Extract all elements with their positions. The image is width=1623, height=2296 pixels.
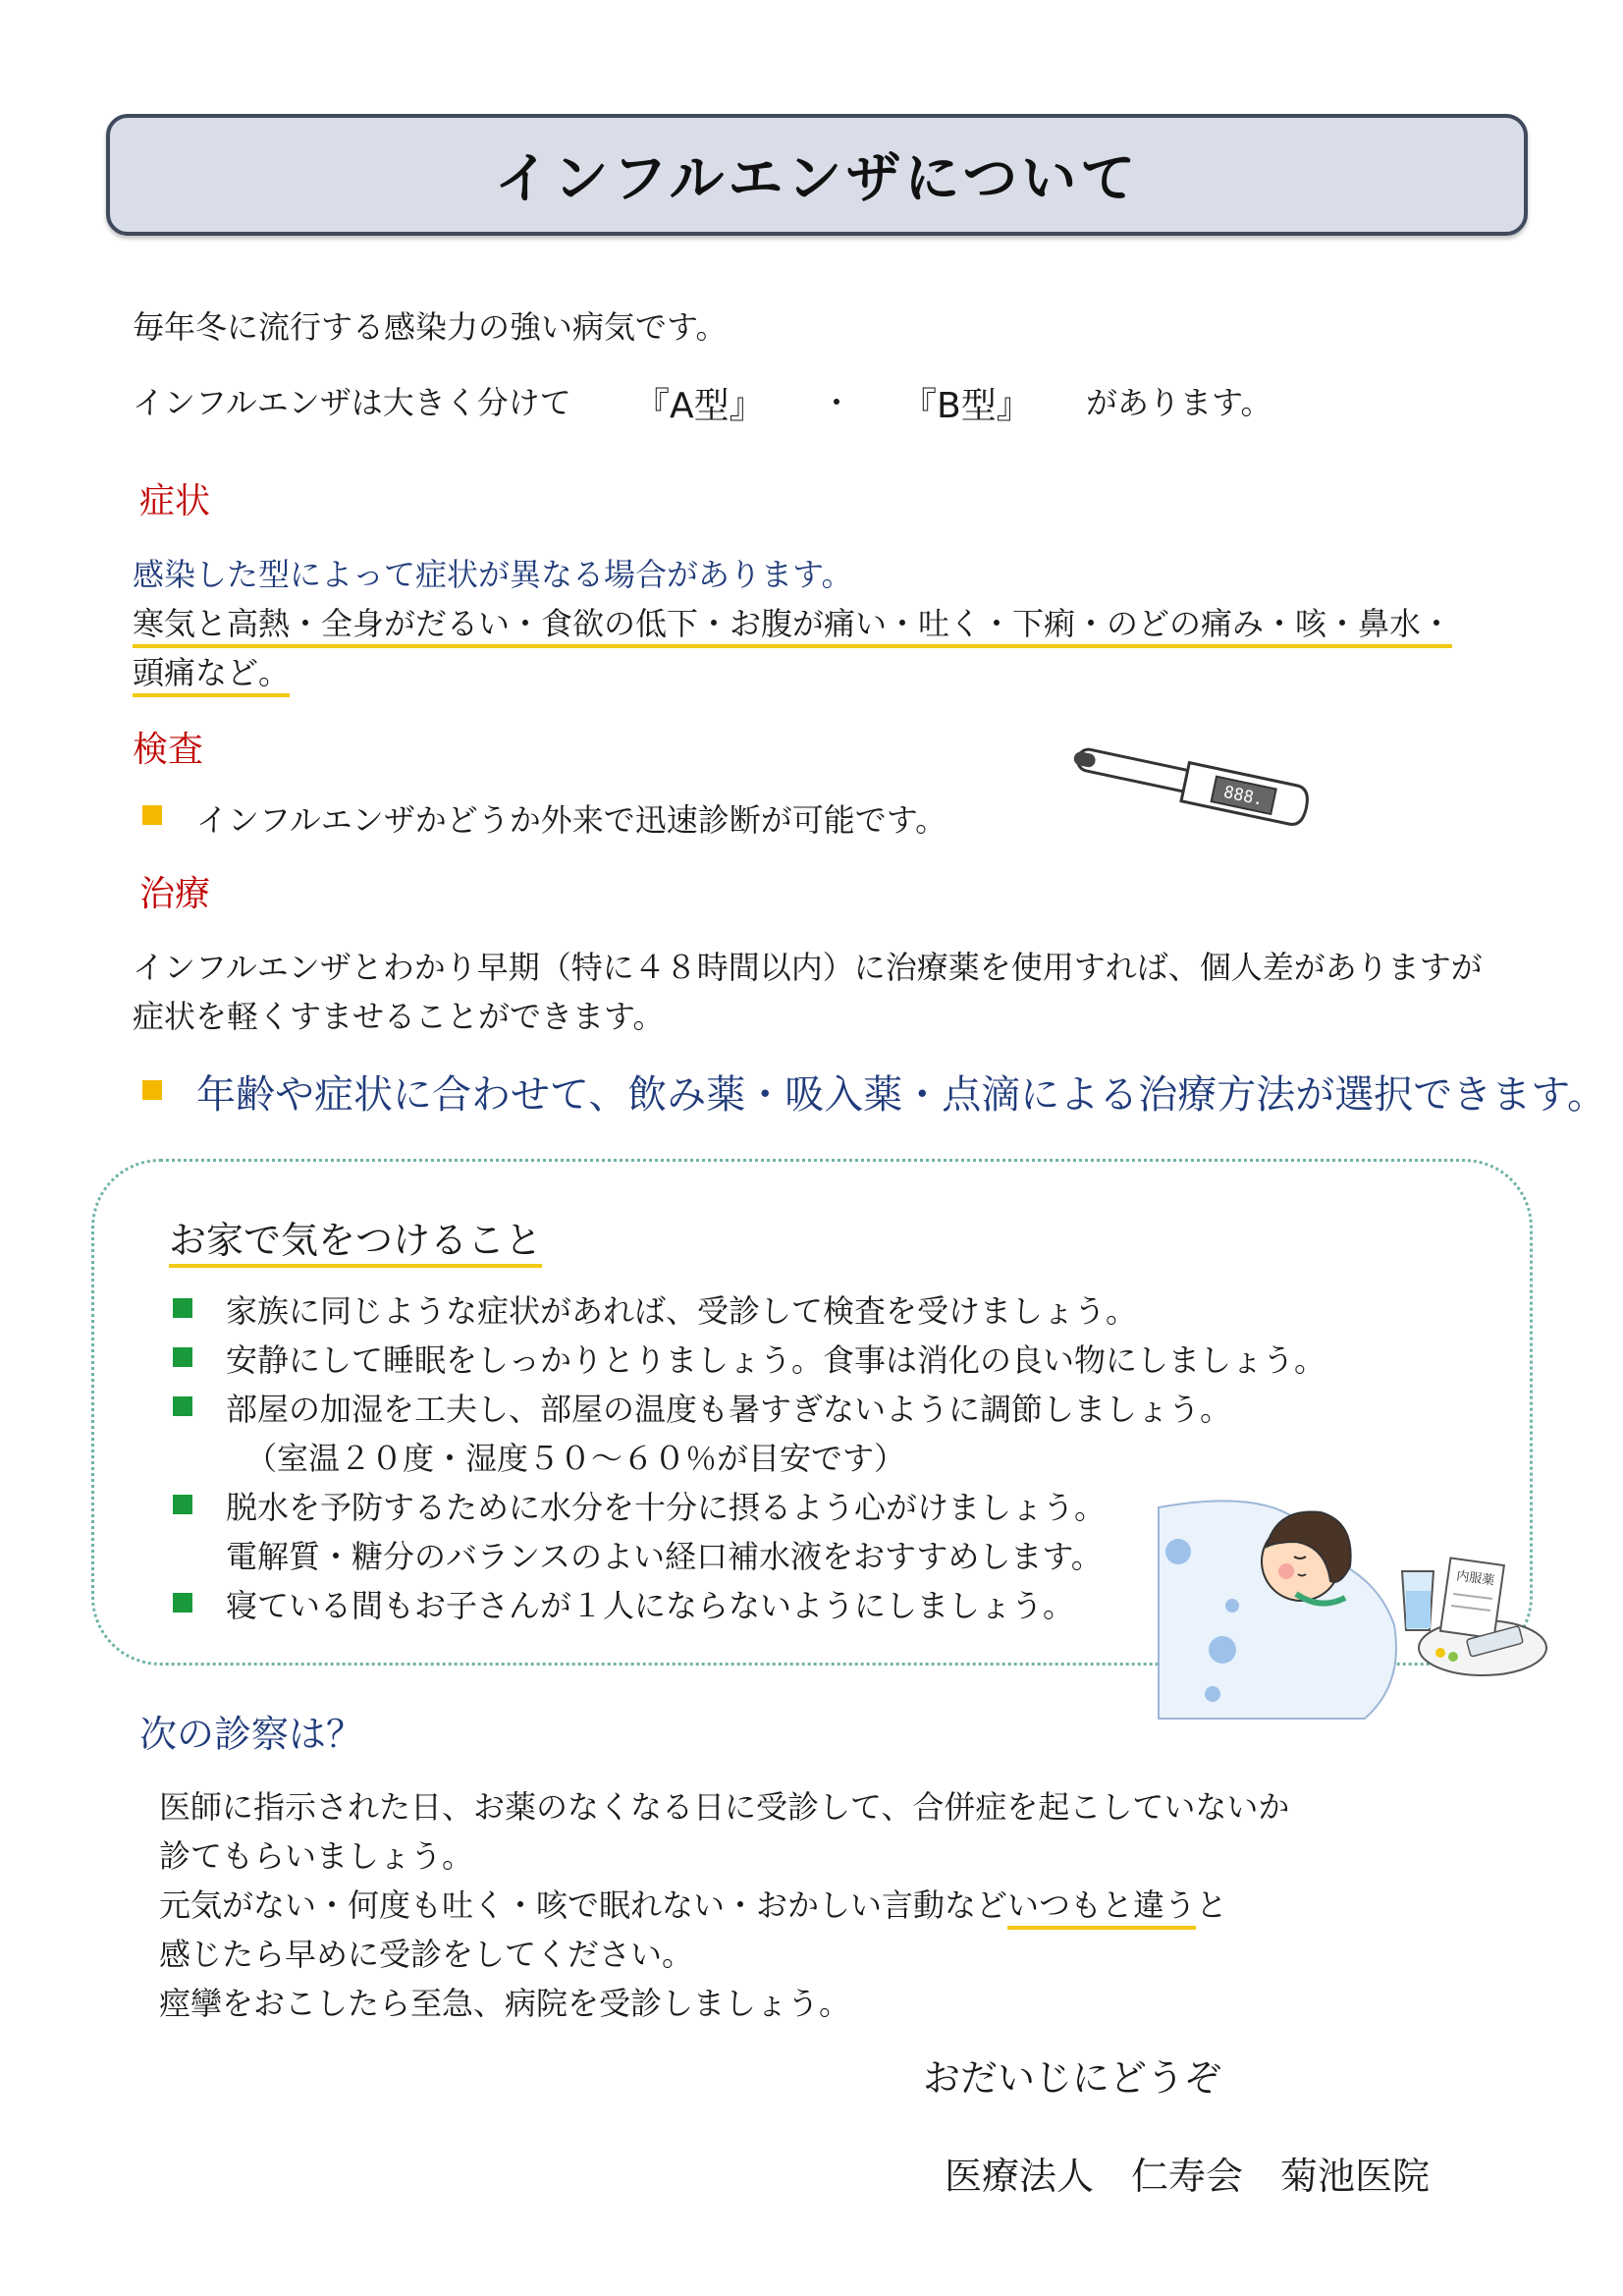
closing-message: おだいじにどうぞ [923,2056,1222,2100]
thermometer-display: 888. [1221,782,1266,810]
next-visit-heading: 次の診察は？ [139,1713,364,1756]
symptoms-list-line-1: 寒気と高熱・全身がだるい・食欲の低下・お腹が痛い・吐く・下痢・のどの痛み・咳・鼻水・ [133,605,1452,648]
type-b-label: 『B型』 [901,386,1032,426]
next-line-3-b: と [1196,1886,1228,1924]
title-banner [106,114,1528,236]
symptoms-list-line-2: 頭痛など。 [133,654,290,697]
home-item-3: 部屋の加湿を工夫し、部屋の温度も暑すぎないように調節しましょう。 [226,1391,1232,1428]
test-heading: 検査 [133,730,204,770]
page-title: インフルエンザについて [494,147,1140,211]
next-line-5: 痙攣をおこしたら至急、病院を受診しましょう。 [159,1985,851,2022]
treatment-heading: 治療 [139,874,211,914]
type-separator: ・ [821,384,853,421]
green-bullet-icon [173,1495,192,1514]
treatment-line-2: 症状を軽くすませることができます。 [133,998,665,1035]
next-line-3-highlight: いつもと違う [1007,1886,1196,1930]
next-line-2: 診てもらいましょう。 [159,1837,474,1875]
home-item-1: 家族に同じような症状があれば、受診して検査を受けましょう。 [226,1292,1138,1330]
intro-line-2-a: インフルエンザは大きく分けて [133,384,571,421]
green-bullet-icon [173,1347,192,1367]
green-bullet-icon [173,1298,192,1318]
yellow-bullet-icon [142,1080,162,1100]
next-line-3-a: 元気がない・何度も吐く・咳で眠れない・おかしい言動など [159,1886,1008,1924]
thermometer-icon [1065,741,1311,845]
symptoms-lead: 感染した型によって症状が異なる場合があります。 [133,556,853,593]
treatment-line-1: インフルエンザとわかり早期（特に４８時間以内）に治療薬を使用すれば、個人差がありますが [133,949,1483,986]
home-item-4-note: 電解質・糖分のバランスのよい経口補水液をおすすめします。 [226,1538,1103,1575]
sleeping-child-illustration [1149,1488,1551,1728]
yellow-bullet-icon [142,805,162,825]
intro-line-1: 毎年冬に流行する感染力の強い病気です。 [133,308,728,346]
home-care-heading: お家で気をつけること [169,1219,542,1268]
clinic-name: 医療法人 仁寿会 菊池医院 [945,2155,1431,2198]
green-bullet-icon [173,1593,192,1613]
home-item-2: 安静にして睡眠をしっかりとりましょう。食事は消化の良い物にしましょう。 [226,1341,1326,1379]
intro-line-2-b: があります。 [1086,384,1272,421]
home-item-3-note: （室温２０度・湿度５０～６０％が目安です） [245,1440,906,1477]
green-bullet-icon [173,1396,192,1416]
home-item-4: 脱水を予防するために水分を十分に摂るよう心がけましょう。 [226,1489,1107,1526]
type-a-label: 『A型』 [634,386,765,426]
test-item: インフルエンザかどうか外来で迅速診断が可能です。 [196,801,947,839]
next-line-1: 医師に指示された日、お薬のなくなる日に受診して、合併症を起こしていないか [159,1788,1290,1826]
treatment-highlight: 年齢や症状に合わせて、飲み薬・吸入薬・点滴による治療方法が選択できます。 [196,1072,1606,1118]
next-line-4: 感じたら早めに受診をしてください。 [159,1936,694,1973]
home-item-5: 寝ている間もお子さんが１人にならないようにしましょう。 [226,1587,1075,1624]
medicine-label: 内服薬 [1455,1568,1496,1589]
symptoms-heading: 症状 [139,481,211,521]
